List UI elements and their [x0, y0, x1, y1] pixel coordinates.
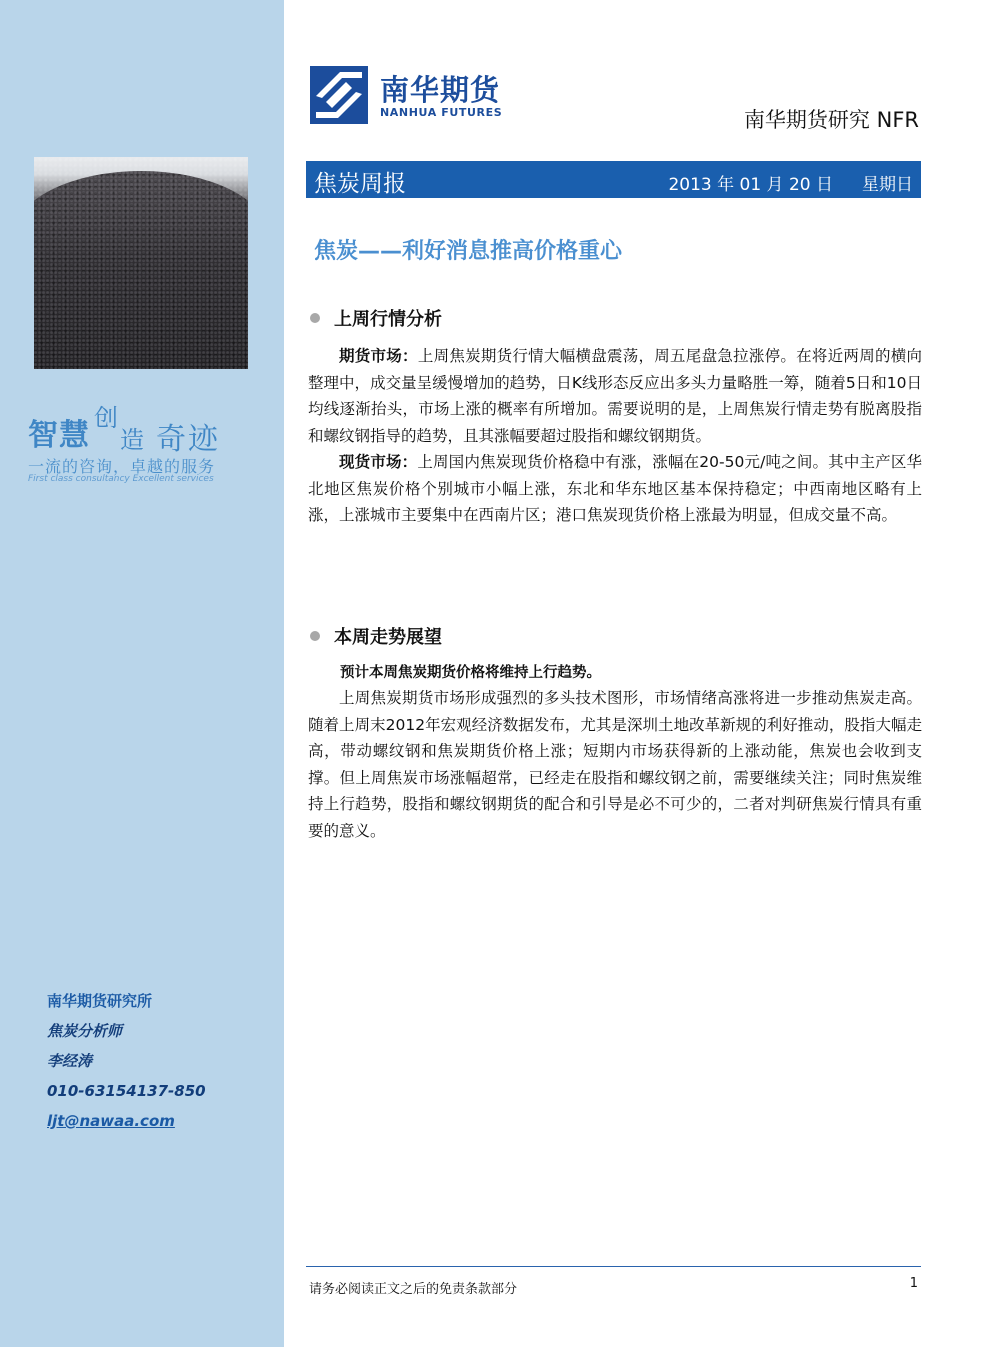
contact-phone: 010-63154137-850 [47, 1082, 206, 1100]
section-heading-outlook [310, 623, 442, 649]
last-week-body [308, 343, 922, 529]
coal-mound [34, 171, 248, 369]
sidebar [0, 0, 284, 1347]
spot-market-text: 上周国内焦炭现货价格稳中有涨，涨幅在20-50元/吨之间。其中主产区华北地区焦炭价格个别城市小幅上涨，东北和华东地区基本保持稳定；中西南地区略有上涨，上涨城市主要集中在西南片区；港口焦炭现货价格上涨最为明显，但成交量不高。 [308, 453, 922, 524]
outlook-paragraph: 上周焦炭期货市场形成强烈的多头技术图形，市场情绪高涨将进一步推动焦炭走高。随着上周末2012年宏观经济数据发布，尤其是深圳土地改革新规的利好推动，股指大幅走高，带动螺纹钢和焦炭期货价格上涨；短期内市场获得新的上涨动能，焦炭也会收到支撑。但上周焦炭市场涨幅超常，已经走在股指和螺纹钢之前，需要继续关注；同时焦炭维持上行趋势，股指和螺纹钢期货的配合和引导是必不可少的，二者对判研焦炭行情具有重要的意义。 [308, 689, 922, 840]
futures-market-paragraph [308, 343, 922, 449]
section-heading-last-week [310, 305, 442, 331]
bullet-icon [310, 313, 320, 323]
slogan-sub: 一流的咨询，卓越的服务 [28, 457, 216, 476]
contact-role: 焦炭分析师 [47, 1022, 123, 1040]
contact-organization: 南华期货研究所 [47, 992, 153, 1010]
analyst-contact [47, 986, 206, 1136]
report-title-bar [306, 161, 921, 198]
section-heading-text: 本周走势展望 [334, 627, 442, 648]
research-title: 南华期货研究 NFR [743, 108, 919, 132]
report-weekday: 星期日 [862, 175, 913, 195]
contact-email-link[interactable]: ljt@nawaa.com [47, 1112, 175, 1130]
slogan-part-b: 创 [94, 404, 118, 432]
outlook-lead: 预计本周焦炭期货价格将维持上行趋势。 [340, 665, 601, 681]
spot-market-label: 现货市场： [339, 453, 418, 471]
page-number: 1 [909, 1276, 918, 1291]
slogan-part-d: 奇迹 [156, 422, 220, 457]
slogan-part-a: 智慧 [28, 418, 90, 453]
report-headline: 焦炭——利好消息推高价格重心 [314, 239, 623, 264]
slogan-english: First class consultancy Excellent services [28, 474, 214, 484]
futures-market-label: 期货市场： [339, 347, 418, 365]
spot-market-paragraph [308, 449, 922, 529]
footer-disclaimer: 请务必阅读正文之后的免责条款部分 [309, 1282, 518, 1297]
slogan-part-c: 造 [120, 426, 144, 454]
section-heading-text: 上周行情分析 [334, 309, 442, 330]
company-logo [310, 66, 510, 124]
report-date: 2013 年 01 月 20 日 [668, 175, 833, 195]
footer-divider [306, 1266, 921, 1267]
nanhua-logo-icon [310, 66, 368, 124]
report-name: 焦炭周报 [314, 171, 406, 197]
bullet-icon [310, 631, 320, 641]
coal-pile-photo [34, 157, 248, 369]
futures-market-text: 上周焦炭期货行情大幅横盘震荡，周五尾盘急拉涨停。在将近两周的横向整理中，成交量呈缓慢增加的趋势，日K线形态反应出多头力量略胜一筹，随着5日和10日均线逐渐抬头，市场上涨的概率有所增加。需要说明的是，上周焦炭行情走势有脱离股指和螺纹钢指导的趋势，且其涨幅要超过股指和螺纹钢期货。 [308, 347, 922, 445]
outlook-body [308, 685, 922, 844]
slogan-main [28, 398, 268, 457]
logo-chinese-name: 南华期货 [380, 73, 501, 107]
logo-english-name: NANHUA FUTURES [380, 106, 503, 119]
contact-name: 李经涛 [47, 1052, 93, 1070]
